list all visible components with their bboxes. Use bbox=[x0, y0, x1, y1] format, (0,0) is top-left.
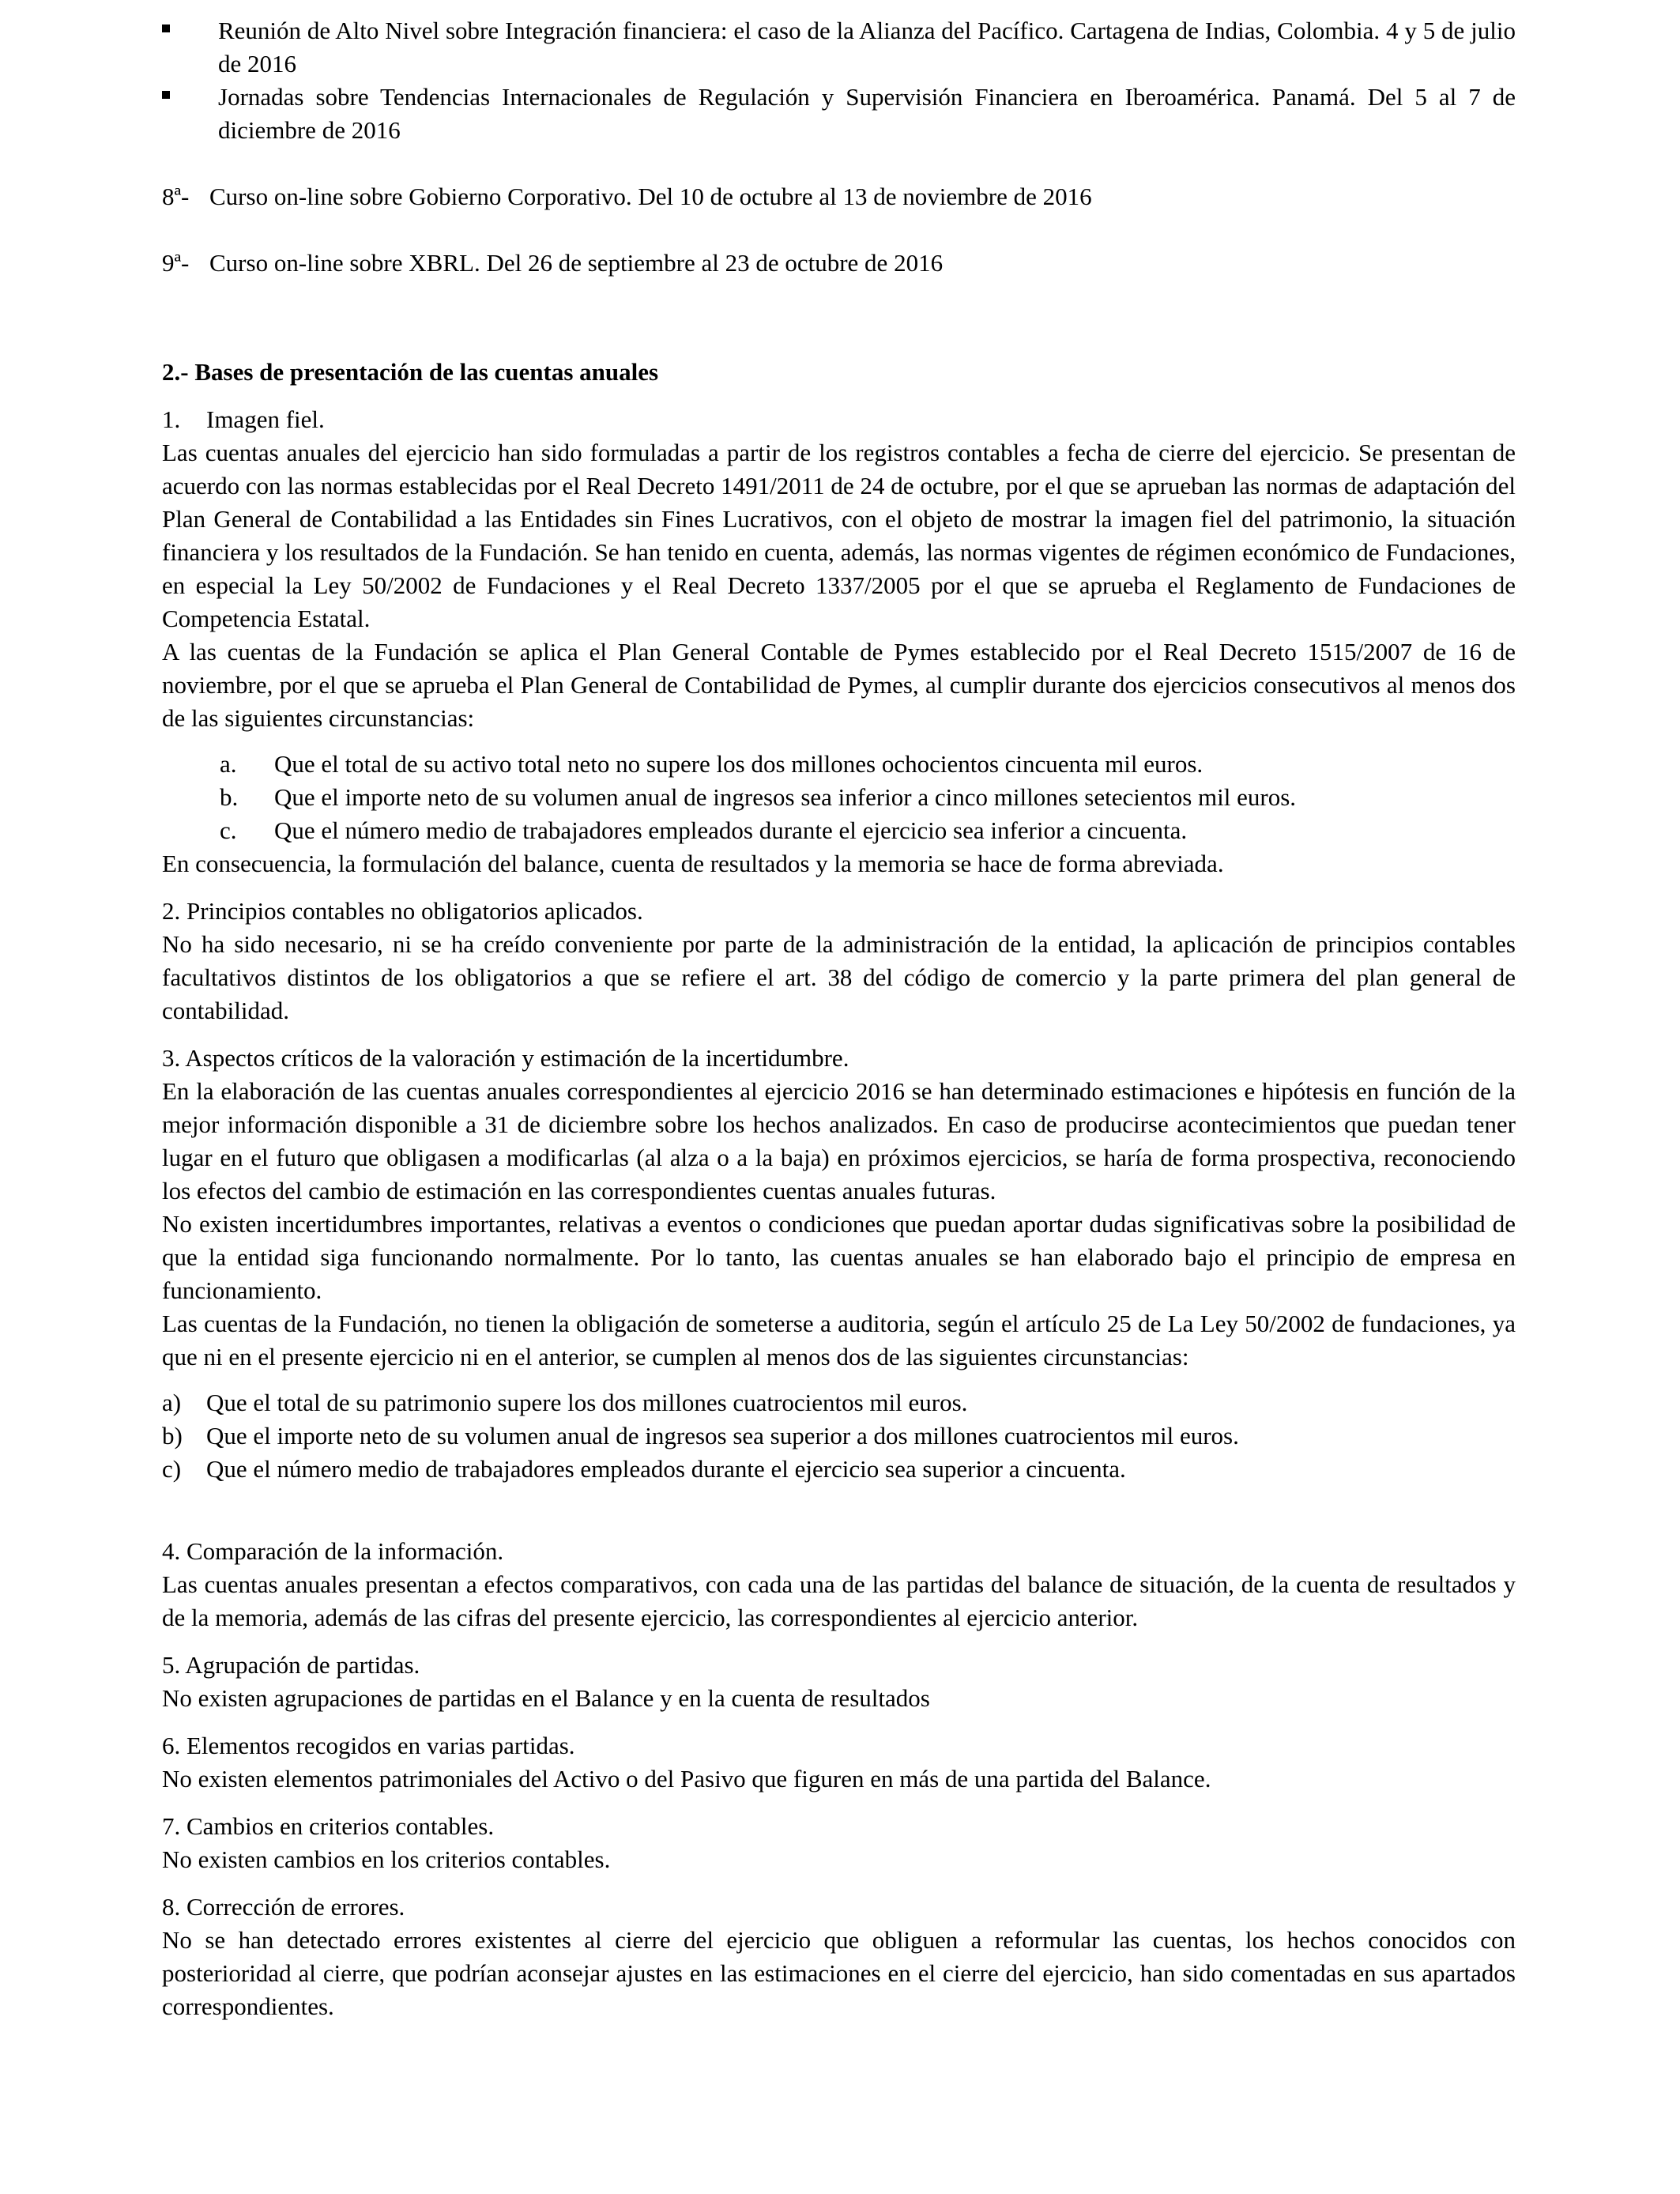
list-text: Que el total de su patrimonio supere los dos millones cuatrocientos mil euros. bbox=[206, 1389, 968, 1416]
course-text: Curso on-line sobre Gobierno Corporativo. Del 10 de octubre al 13 de noviembre de 2016 bbox=[209, 183, 1092, 210]
paragraph: Las cuentas de la Fundación, no tienen la obligación de someterse a auditoria, según el artículo 25 de La Ley 50/2002 de fundaciones, ya que ni en el presente ejercicio ni en el anterior, se cumplen al menos dos de las siguientes circunstancias: bbox=[162, 1310, 1516, 1370]
subsection-title: 2. Principios contables no obligatorios aplicados. bbox=[162, 897, 643, 925]
list-text: Que el número medio de trabajadores empleados durante el ejercicio sea superior a cincuenta. bbox=[206, 1455, 1126, 1483]
list-marker: c. bbox=[220, 816, 237, 844]
course-line bbox=[162, 247, 1516, 280]
paragraph: En la elaboración de las cuentas anuales correspondientes al ejercicio 2016 se han determinado estimaciones e hipótesis en función de la mejor información disponible a 31 de diciembre sobre los hechos analizados. En caso de producirse acontecimientos que puedan tener lugar en el futuro que obligasen a modificarlas (al alza o a la baja) en próximos ejercicios, se haría de forma prospectiva, reconociendo los efectos del cambio de estimación en las correspondientes cuentas anuales futuras. bbox=[162, 1077, 1516, 1204]
list-marker: a. bbox=[220, 750, 237, 778]
subsection-title bbox=[162, 403, 1516, 436]
list-item bbox=[162, 814, 1516, 847]
subsection-title: 4. Comparación de la información. bbox=[162, 1537, 504, 1565]
subsection-title: 3. Aspectos críticos de la valoración y estimación de la incertidumbre. bbox=[162, 1044, 849, 1072]
course-line bbox=[162, 180, 1516, 213]
criteria-list bbox=[162, 748, 1516, 847]
paragraph: No existen agrupaciones de partidas en el Balance y en la cuenta de resultados bbox=[162, 1684, 930, 1712]
course-number: 8ª- bbox=[162, 183, 190, 210]
subsection-title-text: Imagen fiel. bbox=[206, 405, 325, 433]
paragraph: No ha sido necesario, ni se ha creído conveniente por parte de la administración de la entidad, la aplicación de principios contables facultativos distintos de los obligatorios a que se refiere el art. 38 del código de comercio y la parte primera del plan general de contabilidad. bbox=[162, 930, 1516, 1024]
bullet-item bbox=[162, 14, 1516, 81]
subsection-title: 8. Corrección de errores. bbox=[162, 1893, 405, 1921]
paragraph: No existen cambios en los criterios contables. bbox=[162, 1845, 611, 1873]
paragraph: No existen elementos patrimoniales del Activo o del Pasivo que figuren en más de una partida del Balance. bbox=[162, 1765, 1211, 1793]
list-item bbox=[162, 748, 1516, 781]
list-text: Que el importe neto de su volumen anual de ingresos sea inferior a cinco millones setecientos mil euros. bbox=[274, 783, 1297, 811]
course-text: Curso on-line sobre XBRL. Del 26 de septiembre al 23 de octubre de 2016 bbox=[209, 249, 944, 277]
list-text: Que el total de su activo total neto no supere los dos millones ochocientos cincuenta mil euros. bbox=[274, 750, 1203, 778]
audit-criteria-list bbox=[162, 1386, 1516, 1486]
list-item bbox=[162, 1386, 1516, 1419]
subsection-number: 1. bbox=[162, 405, 181, 433]
list-marker: b) bbox=[162, 1422, 183, 1449]
paragraph: No existen incertidumbres importantes, relativas a eventos o condiciones que puedan aportar dudas significativas sobre la posibilidad de que la entidad siga funcionando normalmente. Por lo tanto, las cuentas anuales se han elaborado bajo el principio de empresa en funcionamiento. bbox=[162, 1210, 1516, 1304]
list-marker: b. bbox=[220, 783, 239, 811]
list-item bbox=[162, 1453, 1516, 1486]
paragraph: Las cuentas anuales presentan a efectos comparativos, con cada una de las partidas del balance de situación, de la cuenta de resultados y de la memoria, además de las cifras del presente ejercicio, las correspondientes al ejercicio anterior. bbox=[162, 1570, 1516, 1631]
paragraph: A las cuentas de la Fundación se aplica el Plan General Contable de Pymes establecido por el Real Decreto 1515/2007 de 16 de noviembre, por el que se aprueba el Plan General de Contabilidad de Pymes, al cumplir durante dos ejercicios consecutivos al menos dos de las siguientes circunstancias: bbox=[162, 638, 1516, 732]
square-bullet-icon bbox=[162, 91, 170, 99]
list-item bbox=[162, 1419, 1516, 1453]
course-number: 9ª- bbox=[162, 249, 190, 277]
subsection-title: 7. Cambios en criterios contables. bbox=[162, 1812, 495, 1840]
paragraph: En consecuencia, la formulación del balance, cuenta de resultados y la memoria se hace de forma abreviada. bbox=[162, 850, 1224, 877]
list-item bbox=[162, 781, 1516, 814]
bullet-text: Jornadas sobre Tendencias Internacionales de Regulación y Supervisión Financiera en Iberoamérica. Panamá. Del 5 al 7 de diciembre de 2016 bbox=[218, 83, 1516, 144]
document-page bbox=[162, 14, 1516, 2023]
bullet-item bbox=[162, 81, 1516, 147]
square-bullet-icon bbox=[162, 25, 170, 32]
event-bullet-list bbox=[162, 14, 1516, 147]
list-marker: a) bbox=[162, 1389, 182, 1416]
list-marker: c) bbox=[162, 1455, 182, 1483]
bullet-text: Reunión de Alto Nivel sobre Integración financiera: el caso de la Alianza del Pacífico. Cartagena de Indias, Colombia. 4 y 5 de julio de 2016 bbox=[218, 17, 1516, 77]
subsection-title: 6. Elementos recogidos en varias partidas. bbox=[162, 1732, 575, 1759]
list-text: Que el número medio de trabajadores empleados durante el ejercicio sea inferior a cincuenta. bbox=[274, 816, 1188, 844]
paragraph: No se han detectado errores existentes al cierre del ejercicio que obliguen a reformular las cuentas, los hechos conocidos con posterioridad al cierre, que podrían aconsejar ajustes en las estimaciones en el cierre del ejercicio, han sido comentadas en sus apartados correspondientes. bbox=[162, 1926, 1516, 2020]
paragraph: Las cuentas anuales del ejercicio han sido formuladas a partir de los registros contables a fecha de cierre del ejercicio. Se presentan de acuerdo con las normas establecidas por el Real Decreto 1491/2011 de 24 de octubre, por el que se aprueban las normas de adaptación del Plan General de Contabilidad a las Entidades sin Fines Lucrativos, con el objeto de mostrar la imagen fiel del patrimonio, la situación financiera y los resultados de la Fundación. Se han tenido en cuenta, además, las normas vigentes de régimen económico de Fundaciones, en especial la Ley 50/2002 de Fundaciones y el Real Decreto 1337/2005 por el que se aprueba el Reglamento de Fundaciones de Competencia Estatal. bbox=[162, 439, 1516, 632]
section-heading: 2.- Bases de presentación de las cuentas anuales bbox=[162, 358, 659, 386]
subsection-title: 5. Agrupación de partidas. bbox=[162, 1651, 420, 1679]
list-text: Que el importe neto de su volumen anual de ingresos sea superior a dos millones cuatrocientos mil euros. bbox=[206, 1422, 1239, 1449]
